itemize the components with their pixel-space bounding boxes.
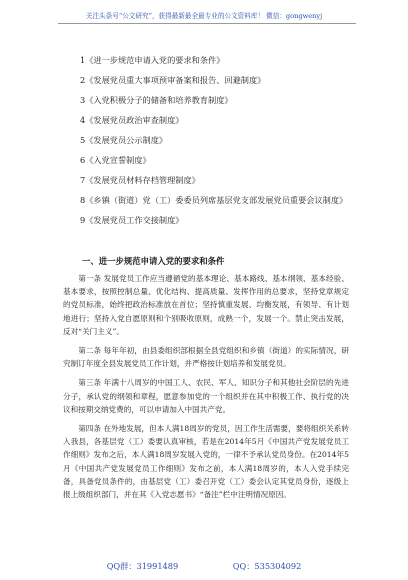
toc-item: 7《发展党员材料存档管理制度》: [80, 175, 200, 185]
qq-contact-label: QQ：535304092: [232, 561, 302, 571]
table-of-contents: [80, 55, 350, 235]
article-paragraph: 第四条 在外地发展，但本人满18周岁的党员，因工作生活需要，要将组织关系转入我县，各基层党（工）委要认真审核，若是在2014年5月《中国共产党发展党员工作细则》发布之后，本人满18周岁发展入党的，一律不予承认党员身份。在2014年5月《中国共产党发展党员工作细则》发布之前，本人满18周岁的，本人入党手续完备，具备党员条件的，由基层党（工）委召开党（工）委会认定其党员身份，逐级上报上级组织部门，并在其《入党志愿书》“备注”栏中注明情况原因。: [63, 424, 349, 500]
toc-item: 8《乡镇（街道）党（工）委委员列席基层党支部发展党员重要会议制度》: [80, 195, 348, 205]
page-header-banner: 关注头条号“公文研究”，获得最新最全最专业的公文资料库！ 微信：gongwenyj: [85, 12, 323, 20]
toc-item: 3《入党积极分子的储备和培养教育制度》: [80, 95, 233, 105]
toc-item: 6《入党宣誓制度》: [80, 155, 151, 165]
toc-item: 5《发展党员公示制度》: [80, 135, 168, 145]
article-paragraph: 第一条 发展党员工作应当遵循党的基本理论、基本路线、基本纲领、基本经验、基本要求，按照控制总量、优化结构、提高质量、发挥作用的总要求，坚持党章规定的党员标准，始终把政治标准放在首位；坚持慎重发展、均衡发展，有领导、有计划地进行；坚持入党自愿原则和个别吸收原则，成熟一个，发展一个。禁止突击发展，反对“关门主义”。: [63, 274, 349, 336]
toc-item: 2《发展党员重大事项预审备案和报告、回避制度》: [80, 75, 266, 85]
article-paragraph: 第二条 每年年初，由县委组织部根据全县党组织和乡镇（街道）的实际情况，研究制订年度全县发展党员工作计划，并严格按计划培养和发展党员。: [63, 346, 349, 369]
article-paragraph: 第三条 年满十八周岁的中国工人、农民、军人、知识分子和其他社会阶层的先进分子，承认党的纲领和章程，愿意参加党的一个组织并在其中积极工作、执行党的决议和按期交纳党费的，可以申请加入中国共产党。: [63, 378, 349, 414]
qq-group-label: QQ群：31991489: [106, 561, 179, 571]
toc-item: 9《发展党员工作交接制度》: [80, 215, 184, 225]
toc-item: 1《进一步规范申请入党的要求和条件》: [80, 55, 225, 65]
toc-item: 4《发展党员政治审查制度》: [80, 115, 184, 125]
section-heading: 一、进一步规范申请入党的要求和条件: [82, 256, 225, 266]
page-footer: [0, 561, 408, 572]
document-body: [63, 272, 349, 507]
header-divider: [58, 23, 356, 24]
